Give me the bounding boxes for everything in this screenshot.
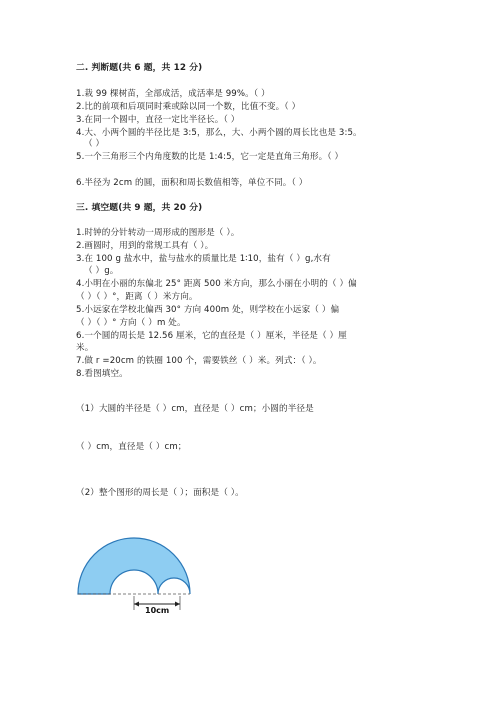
subquestion-1-cont: （ ）cm，直径是（ ）cm； [76,442,187,452]
fill-item-1: 1.时钟的分针转动一周形成的图形是（ ）。 [76,228,240,238]
figure-composite [78,538,190,594]
section-title-judge: 二. 判断题(共 6 题，共 12 分) [76,63,203,73]
section-title-fill: 三. 填空题(共 9 题，共 20 分) [76,203,203,213]
dimension-label: 10cm [145,606,170,614]
judge-item-1: 1.栽 99 棵树苗，全部成活，成活率是 99%。（ ） [76,89,270,99]
judge-item-3: 3.在同一个圆中，直径一定比半径长。（ ） [76,115,240,125]
fill-item-4: 4.小明在小丽的东偏北 25° 距离 500 米方向，那么小丽在小明的（ ）偏 [76,279,357,289]
fill-item-6-cont: 米。 [76,343,94,353]
fill-item-4-cont: （ ）（ ）°，距离（ ）米方向。 [76,292,198,302]
arrow-right-head [175,602,180,607]
judge-item-4: 4.大、小两个圆的半径比是 3:5，那么，大、小两个圆的周长比也是 3:5。 [76,128,362,138]
subquestion-2: （2）整个图形的周长是（ ）；面积是（ ）。 [76,488,244,498]
arrow-left-head [134,602,139,607]
fill-item-3: 3.在 100 g 盐水中，盐与盐水的质量比是 1∶10，盐有（ ）g,水有 [76,254,331,264]
judge-item-5: 5.一个三角形三个内角度数的比是 1:4:5，它一定是直角三角形。（ ） [76,152,344,162]
circle-figure-svg [72,524,196,614]
fill-item-5-cont: （ ）（ ）° 方向（ ）m 处。 [76,318,186,328]
judge-item-4-cont: （ ） [84,139,105,149]
judge-item-2: 2.比的前项和后项同时乘或除以同一个数，比值不变。（ ） [76,102,301,112]
fill-item-3-cont: （ ）g。 [84,266,119,276]
judge-item-6: 6.半径为 2cm 的圆，面积和周长数值相等，单位不同。（ ） [76,178,308,188]
fill-item-2: 2.画圆时，用到的常规工具有（ ）。 [76,241,214,251]
circle-figure [72,524,196,614]
fill-item-5: 5.小远家在学校北偏西 30° 方向 400m 处，则学校在小远家（ ）偏 [76,305,340,315]
fill-item-7: 7.做 r =20cm 的铁圈 100 个，需要铁丝（ ）米。列式：（ ）。 [76,356,322,366]
fill-item-8: 8.看图填空。 [76,369,128,379]
fill-item-6: 6.一个圆的周长是 12.56 厘米，它的直径是（ ）厘米，半径是（ ）厘 [76,331,347,341]
subquestion-1: （1）大圆的半径是（ ）cm，直径是（ ）cm；小圆的半径是 [76,404,314,414]
